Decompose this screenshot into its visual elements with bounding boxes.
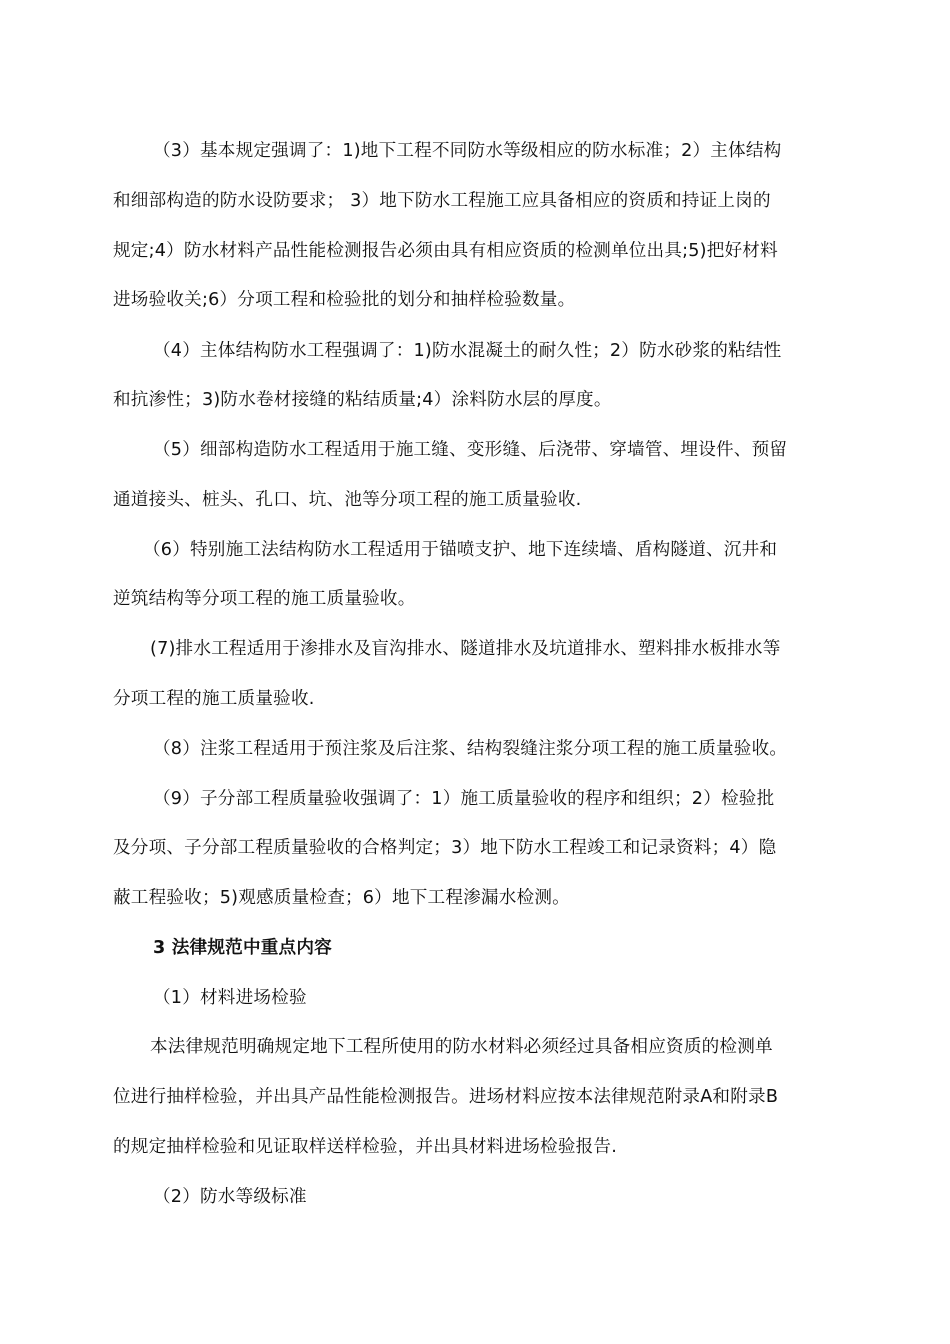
subheading-2: （2）防水等级标准 [153,1187,307,1207]
para-4-line-1: （4）主体结构防水工程强调了：1)防水混凝土的耐久性；2）防水砂浆的粘结性 [153,341,782,361]
para-3-line-4: 进场验收关;6）分项工程和检验批的划分和抽样检验数量。 [113,290,576,310]
para-7-line-1: (7)排水工程适用于渗排水及盲沟排水、隧道排水及坑道排水、塑料排水板排水等 [150,639,781,659]
para-9-line-1: （9）子分部工程质量验收强调了：1）施工质量验收的程序和组织；2）检验批 [153,789,775,809]
para-9-line-2: 及分项、子分部工程质量验收的合格判定；3）地下防水工程竣工和记录资料；4）隐 [113,838,777,858]
para-6-line-2: 逆筑结构等分项工程的施工质量验收。 [113,589,416,609]
para-3-line-2: 和细部构造的防水设防要求； 3）地下防水工程施工应具备相应的资质和持证上岗的 [113,191,771,211]
para-5-line-1: （5）细部构造防水工程适用于施工缝、变形缝、后浇带、穿墙管、埋设件、预留 [153,440,788,460]
para-3-line-1: （3）基本规定强调了：1)地下工程不同防水等级相应的防水标准；2）主体结构 [153,141,782,161]
para-6-line-1: （6）特别施工法结构防水工程适用于锚喷支护、地下连续墙、盾构隧道、沉井和 [143,540,778,560]
section-heading: 3 法律规范中重点内容 [153,938,332,958]
body-para-line-2: 位进行抽样检验，并出具产品性能检测报告。进场材料应按本法律规范附录A和附录B [113,1087,779,1107]
subheading-1: （1）材料进场检验 [153,988,307,1008]
para-3-line-3: 规定;4）防水材料产品性能检测报告必须由具有相应资质的检测单位出具;5)把好材料 [113,241,778,261]
para-9-line-3: 蔽工程验收；5)观感质量检查；6）地下工程渗漏水检测。 [113,888,570,908]
body-para-line-3: 的规定抽样检验和见证取样送样检验，并出具材料进场检验报告. [113,1137,618,1157]
para-8-line-1: （8）注浆工程适用于预注浆及后注浆、结构裂缝注浆分项工程的施工质量验收。 [153,739,788,759]
para-4-line-2: 和抗渗性；3)防水卷材接缝的粘结质量;4）涂料防水层的厚度。 [113,390,612,410]
para-5-line-2: 通道接头、桩头、孔口、坑、池等分项工程的施工质量验收. [113,490,582,510]
para-7-line-2: 分项工程的施工质量验收. [113,689,315,709]
body-para-line-1: 本法律规范明确规定地下工程所使用的防水材料必须经过具备相应资质的检测单 [150,1037,773,1057]
